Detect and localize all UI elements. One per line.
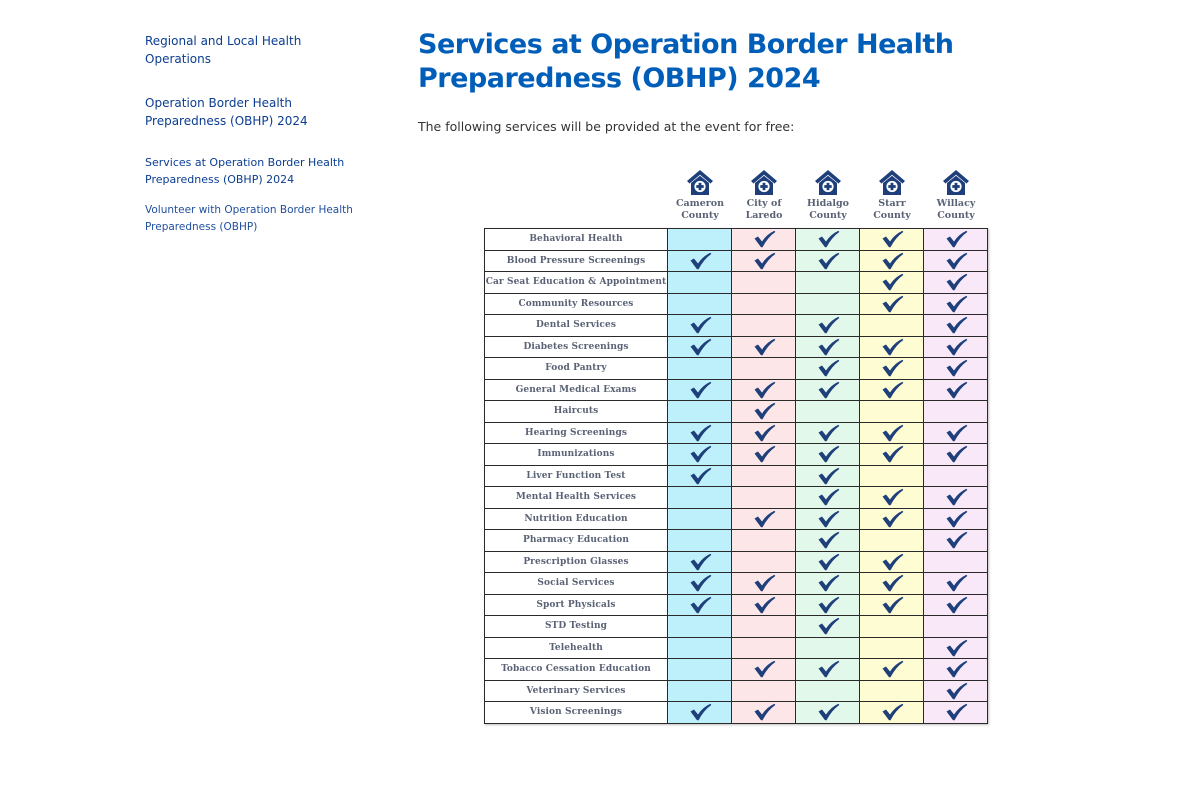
availability-cell-empty — [860, 465, 924, 487]
table-row — [485, 336, 988, 358]
availability-cell-available — [860, 293, 924, 315]
service-name: Nutrition Education — [485, 508, 668, 530]
availability-cell-available — [732, 659, 796, 681]
availability-cell-available — [796, 573, 860, 595]
check-icon — [880, 252, 904, 270]
service-name: Immunizations — [485, 444, 668, 466]
check-icon — [944, 252, 968, 270]
availability-cell-available — [924, 272, 988, 294]
availability-cell-available — [796, 379, 860, 401]
table-row — [485, 422, 988, 444]
availability-cell-available — [924, 358, 988, 380]
availability-cell-available — [860, 594, 924, 616]
availability-cell-empty — [732, 293, 796, 315]
availability-cell-available — [924, 250, 988, 272]
sidebar-item-volunteer-obhp[interactable]: Volunteer with Operation Border Health Preparedness (OBHP) — [145, 204, 353, 233]
column-label-line2: County — [873, 210, 911, 221]
check-icon — [944, 316, 968, 334]
column-label-line1: Cameron — [675, 198, 725, 209]
service-name: Pharmacy Education — [485, 530, 668, 552]
table-row — [485, 659, 988, 681]
availability-cell-available — [668, 422, 732, 444]
service-name: Haircuts — [485, 401, 668, 423]
availability-cell-available — [860, 272, 924, 294]
availability-cell-available — [668, 336, 732, 358]
table-row — [485, 702, 988, 724]
check-icon — [944, 295, 968, 313]
availability-cell-empty — [732, 530, 796, 552]
check-icon — [688, 316, 712, 334]
availability-cell-empty — [668, 272, 732, 294]
column-header-hidalgo-county — [796, 168, 860, 228]
column-header-starr-county — [860, 168, 924, 228]
sidebar-item-obhp-2024[interactable]: Operation Border Health Preparedness (OBHP) 2024 — [145, 96, 308, 128]
table-row — [485, 530, 988, 552]
check-icon — [816, 467, 840, 485]
availability-cell-available — [860, 444, 924, 466]
check-icon — [944, 230, 968, 248]
availability-cell-empty — [668, 680, 732, 702]
house-medical-icon — [941, 168, 971, 196]
availability-cell-available — [924, 444, 988, 466]
availability-cell-empty — [796, 637, 860, 659]
availability-cell-empty — [924, 616, 988, 638]
availability-cell-empty — [924, 551, 988, 573]
service-name: Car Seat Education & Appointment — [485, 272, 668, 294]
check-icon — [880, 295, 904, 313]
check-icon — [944, 510, 968, 528]
availability-cell-empty — [668, 637, 732, 659]
table-row — [485, 616, 988, 638]
availability-cell-available — [924, 702, 988, 724]
check-icon — [688, 553, 712, 571]
availability-cell-available — [860, 702, 924, 724]
availability-cell-available — [796, 594, 860, 616]
service-name: Diabetes Screenings — [485, 336, 668, 358]
check-icon — [816, 617, 840, 635]
availability-cell-empty — [668, 508, 732, 530]
availability-cell-available — [924, 229, 988, 251]
availability-cell-available — [924, 379, 988, 401]
availability-cell-available — [860, 508, 924, 530]
check-icon — [944, 703, 968, 721]
check-icon — [816, 703, 840, 721]
table-row — [485, 358, 988, 380]
check-icon — [688, 445, 712, 463]
services-availability-figure — [484, 168, 990, 724]
availability-cell-available — [732, 702, 796, 724]
availability-cell-empty — [668, 358, 732, 380]
availability-cell-empty — [732, 637, 796, 659]
availability-cell-empty — [796, 272, 860, 294]
availability-cell-empty — [924, 401, 988, 423]
availability-cell-available — [860, 336, 924, 358]
check-icon — [816, 381, 840, 399]
service-name: Social Services — [485, 573, 668, 595]
check-icon — [752, 660, 776, 678]
county-column-headers — [668, 168, 990, 228]
service-name: Sport Physicals — [485, 594, 668, 616]
availability-cell-available — [924, 508, 988, 530]
availability-cell-available — [860, 422, 924, 444]
check-icon — [880, 703, 904, 721]
table-row — [485, 594, 988, 616]
column-label-line1: Willacy — [936, 198, 976, 209]
check-icon — [880, 596, 904, 614]
availability-cell-available — [796, 487, 860, 509]
check-icon — [688, 574, 712, 592]
availability-cell-empty — [732, 551, 796, 573]
house-medical-icon — [813, 168, 843, 196]
check-icon — [752, 402, 776, 420]
availability-cell-available — [796, 229, 860, 251]
table-row — [485, 637, 988, 659]
table-row — [485, 379, 988, 401]
availability-cell-available — [796, 508, 860, 530]
availability-cell-available — [732, 444, 796, 466]
service-name: Telehealth — [485, 637, 668, 659]
check-icon — [880, 510, 904, 528]
availability-cell-available — [860, 551, 924, 573]
availability-cell-available — [668, 551, 732, 573]
service-name: Mental Health Services — [485, 487, 668, 509]
availability-cell-available — [796, 616, 860, 638]
service-name: Dental Services — [485, 315, 668, 337]
availability-cell-empty — [860, 680, 924, 702]
availability-cell-empty — [732, 358, 796, 380]
table-row — [485, 272, 988, 294]
table-row — [485, 573, 988, 595]
check-icon — [880, 338, 904, 356]
check-icon — [816, 553, 840, 571]
check-icon — [816, 424, 840, 442]
check-icon — [688, 338, 712, 356]
service-name: Blood Pressure Screenings — [485, 250, 668, 272]
column-label-line2: County — [937, 210, 975, 221]
check-icon — [944, 574, 968, 592]
check-icon — [880, 445, 904, 463]
service-name: STD Testing — [485, 616, 668, 638]
check-icon — [880, 660, 904, 678]
availability-cell-available — [668, 250, 732, 272]
table-row — [485, 444, 988, 466]
check-icon — [880, 230, 904, 248]
availability-cell-empty — [668, 616, 732, 638]
table-row — [485, 551, 988, 573]
availability-cell-available — [732, 250, 796, 272]
check-icon — [880, 359, 904, 377]
availability-cell-available — [860, 379, 924, 401]
check-icon — [880, 381, 904, 399]
availability-cell-available — [924, 422, 988, 444]
check-icon — [752, 424, 776, 442]
availability-cell-empty — [860, 530, 924, 552]
availability-cell-available — [796, 250, 860, 272]
check-icon — [752, 230, 776, 248]
check-icon — [880, 424, 904, 442]
availability-cell-empty — [860, 637, 924, 659]
availability-cell-available — [924, 487, 988, 509]
check-icon — [752, 381, 776, 399]
service-name: General Medical Exams — [485, 379, 668, 401]
check-icon — [816, 510, 840, 528]
availability-cell-available — [796, 315, 860, 337]
availability-cell-empty — [732, 465, 796, 487]
availability-cell-available — [860, 573, 924, 595]
column-label-line1: Starr — [878, 198, 906, 209]
availability-cell-available — [668, 702, 732, 724]
availability-cell-empty — [668, 229, 732, 251]
availability-cell-available — [860, 358, 924, 380]
check-icon — [944, 338, 968, 356]
check-icon — [944, 531, 968, 549]
check-icon — [816, 660, 840, 678]
check-icon — [944, 445, 968, 463]
availability-cell-available — [732, 422, 796, 444]
service-name: Liver Function Test — [485, 465, 668, 487]
availability-cell-empty — [732, 487, 796, 509]
check-icon — [752, 703, 776, 721]
availability-cell-available — [924, 637, 988, 659]
check-icon — [880, 574, 904, 592]
check-icon — [944, 381, 968, 399]
availability-cell-available — [860, 487, 924, 509]
availability-cell-available — [732, 336, 796, 358]
main-content — [418, 28, 1118, 136]
availability-cell-available — [732, 379, 796, 401]
check-icon — [816, 574, 840, 592]
availability-cell-available — [924, 659, 988, 681]
sidebar-item-services-obhp-2024[interactable]: Services at Operation Border Health Preparedness (OBHP) 2024 — [145, 156, 345, 186]
column-label-line2: County — [809, 210, 847, 221]
check-icon — [816, 445, 840, 463]
sidebar-item-regional-local-health-operations[interactable]: Regional and Local Health Operations — [145, 34, 302, 66]
availability-cell-empty — [732, 680, 796, 702]
availability-cell-empty — [796, 680, 860, 702]
check-icon — [688, 424, 712, 442]
page-title: Services at Operation Border Health Preparedness (OBHP) 2024 — [418, 29, 954, 94]
availability-cell-empty — [732, 315, 796, 337]
check-icon — [944, 596, 968, 614]
check-icon — [816, 596, 840, 614]
check-icon — [688, 596, 712, 614]
check-icon — [688, 467, 712, 485]
availability-cell-available — [924, 530, 988, 552]
availability-cell-available — [732, 508, 796, 530]
availability-cell-available — [924, 315, 988, 337]
availability-cell-available — [668, 379, 732, 401]
availability-cell-available — [732, 573, 796, 595]
service-name: Hearing Screenings — [485, 422, 668, 444]
check-icon — [880, 553, 904, 571]
intro-text: The following services will be provided at the event for free: — [418, 119, 795, 134]
availability-cell-available — [668, 444, 732, 466]
column-header-willacy-county — [924, 168, 988, 228]
service-name: Tobacco Cessation Education — [485, 659, 668, 681]
table-row — [485, 508, 988, 530]
column-label-line2: Laredo — [745, 210, 783, 221]
check-icon — [944, 639, 968, 657]
column-label-line1: Hidalgo — [807, 198, 849, 209]
check-icon — [816, 359, 840, 377]
check-icon — [816, 488, 840, 506]
availability-cell-available — [924, 336, 988, 358]
availability-cell-available — [860, 229, 924, 251]
availability-cell-empty — [796, 293, 860, 315]
availability-cell-empty — [668, 659, 732, 681]
availability-cell-empty — [732, 272, 796, 294]
service-name: Food Pantry — [485, 358, 668, 380]
check-icon — [944, 273, 968, 291]
table-row — [485, 680, 988, 702]
check-icon — [752, 574, 776, 592]
check-icon — [752, 510, 776, 528]
availability-cell-available — [668, 573, 732, 595]
availability-cell-empty — [796, 401, 860, 423]
services-table — [484, 228, 988, 724]
availability-cell-available — [924, 680, 988, 702]
column-label-line2: County — [681, 210, 719, 221]
check-icon — [816, 338, 840, 356]
house-medical-icon — [877, 168, 907, 196]
column-header-cameron-county — [668, 168, 732, 228]
service-name: Prescription Glasses — [485, 551, 668, 573]
availability-cell-empty — [924, 465, 988, 487]
availability-cell-available — [860, 659, 924, 681]
availability-cell-available — [732, 401, 796, 423]
availability-cell-available — [732, 594, 796, 616]
check-icon — [944, 424, 968, 442]
check-icon — [944, 488, 968, 506]
check-icon — [816, 252, 840, 270]
table-row — [485, 487, 988, 509]
availability-cell-available — [732, 229, 796, 251]
availability-cell-empty — [860, 401, 924, 423]
availability-cell-empty — [732, 616, 796, 638]
availability-cell-available — [796, 336, 860, 358]
availability-cell-empty — [668, 487, 732, 509]
check-icon — [944, 682, 968, 700]
check-icon — [688, 703, 712, 721]
availability-cell-available — [924, 594, 988, 616]
house-medical-icon — [749, 168, 779, 196]
availability-cell-available — [668, 465, 732, 487]
table-row — [485, 250, 988, 272]
house-medical-icon — [685, 168, 715, 196]
availability-cell-available — [668, 594, 732, 616]
column-label-line1: City of — [746, 198, 782, 209]
availability-cell-available — [796, 659, 860, 681]
sidebar-nav — [145, 32, 365, 236]
table-row — [485, 229, 988, 251]
service-name: Community Resources — [485, 293, 668, 315]
check-icon — [816, 230, 840, 248]
table-row — [485, 465, 988, 487]
check-icon — [752, 445, 776, 463]
availability-cell-empty — [860, 315, 924, 337]
availability-cell-available — [796, 465, 860, 487]
availability-cell-available — [860, 250, 924, 272]
check-icon — [944, 660, 968, 678]
table-row — [485, 315, 988, 337]
column-header-city-of-laredo — [732, 168, 796, 228]
availability-cell-empty — [668, 401, 732, 423]
availability-cell-available — [924, 293, 988, 315]
check-icon — [880, 488, 904, 506]
availability-cell-empty — [668, 293, 732, 315]
availability-cell-available — [924, 573, 988, 595]
service-name: Behavioral Health — [485, 229, 668, 251]
service-name: Veterinary Services — [485, 680, 668, 702]
check-icon — [688, 252, 712, 270]
check-icon — [816, 316, 840, 334]
check-icon — [880, 273, 904, 291]
check-icon — [816, 531, 840, 549]
table-row — [485, 293, 988, 315]
availability-cell-available — [796, 530, 860, 552]
availability-cell-available — [796, 358, 860, 380]
availability-cell-empty — [860, 616, 924, 638]
availability-cell-available — [796, 422, 860, 444]
availability-cell-available — [796, 702, 860, 724]
availability-cell-empty — [668, 530, 732, 552]
service-name: Vision Screenings — [485, 702, 668, 724]
check-icon — [752, 252, 776, 270]
availability-cell-available — [796, 551, 860, 573]
check-icon — [688, 381, 712, 399]
availability-cell-available — [796, 444, 860, 466]
check-icon — [752, 596, 776, 614]
check-icon — [752, 338, 776, 356]
check-icon — [944, 359, 968, 377]
availability-cell-available — [668, 315, 732, 337]
table-row — [485, 401, 988, 423]
